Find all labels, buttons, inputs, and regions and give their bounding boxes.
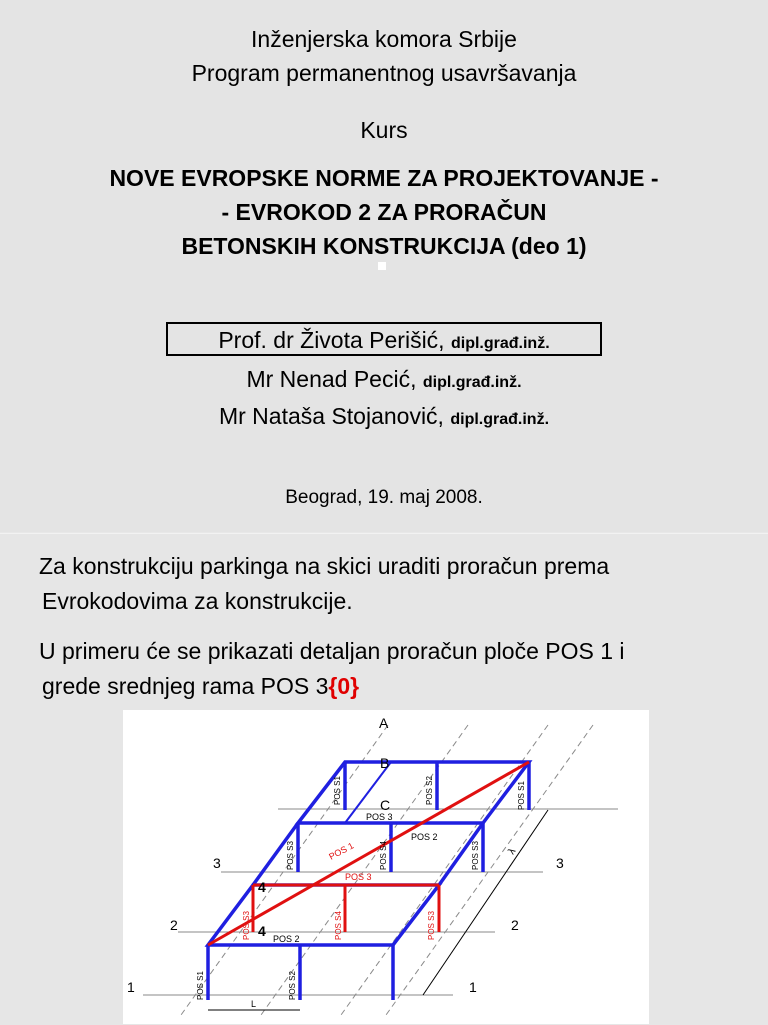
pos-s4-red-label: POS S4: [334, 911, 343, 940]
axis-label-b: B: [380, 755, 390, 771]
pos-s3-red-label: POS S3: [242, 911, 251, 940]
grid-label-left-3: 3: [213, 855, 221, 871]
author-1: [0, 327, 768, 354]
dimension-lambda-label: λ: [506, 846, 519, 857]
dimension-lambda: [423, 810, 548, 995]
author-degree: dipl.građ.inž.: [422, 374, 522, 391]
course-title-line-3: BETONSKIH KONSTRUKCIJA (deo 1): [181, 233, 587, 259]
pos3-top-label: POS 3: [366, 812, 393, 822]
pos2-bottom-label: POS 2: [273, 934, 300, 944]
course-title-line-2: - EVROKOD 2 ZA PRORAČUN: [221, 199, 547, 225]
pos-s3-label: POS S3: [471, 841, 480, 870]
dimension-l-label: L: [251, 999, 257, 1009]
paragraph-2-text: grede srednjeg rama POS 3: [42, 673, 329, 699]
axis-label-a: A: [379, 715, 389, 731]
node-label-4-top: 4: [258, 879, 266, 895]
square-bullet-icon: [378, 262, 386, 270]
pos-s3-red-label: POS S3: [427, 911, 436, 940]
paragraph-1-line-1: Za konstrukciju parkinga na skici uraditi proračun prema: [39, 553, 610, 579]
author-2: [0, 366, 768, 393]
pos-s2-label: POS S2: [425, 776, 434, 805]
structure-svg: [123, 710, 649, 1024]
reference-link[interactable]: {0}: [328, 673, 360, 699]
pos2-top-label: POS 2: [411, 832, 438, 842]
course-label: Kurs: [360, 117, 408, 143]
axis-label-c: C: [380, 797, 391, 813]
grid-label-left-2: 2: [170, 917, 178, 933]
pos-s4-label: POS S4: [379, 841, 388, 870]
author-degree: dipl.građ.inž.: [450, 335, 550, 352]
grid-label-left-1: 1: [127, 979, 135, 995]
author-3: [0, 403, 768, 430]
author-name: Mr Nataša Stojanović,: [218, 403, 451, 429]
pos-s1-label: POS S1: [196, 971, 205, 1000]
pos1-diagonal: [208, 762, 529, 945]
structure-sketch: [123, 710, 649, 1024]
grid-label-right-1: 1: [469, 979, 477, 995]
grid-label-right-2: 2: [511, 917, 519, 933]
author-name: Prof. dr Života Perišić,: [218, 327, 451, 353]
organization-name: Inženjerska komora Srbije: [251, 26, 517, 52]
course-title-line-1: NOVE EVROPSKE NORME ZA PROJEKTOVANJE -: [109, 165, 659, 191]
date-location: Beograd, 19. maj 2008.: [285, 487, 483, 508]
paragraph-2-line-1: U primeru će se prikazati detaljan proračun ploče POS 1 i: [39, 638, 625, 664]
pos-s1-label: POS S1: [333, 776, 342, 805]
node-label-4-bottom: 4: [258, 923, 266, 939]
pos-s2-label: POS S2: [288, 971, 297, 1000]
pos-s3-label: POS S3: [286, 841, 295, 870]
pos-s1-label: POS S1: [517, 781, 526, 810]
author-degree: dipl.građ.inž.: [450, 411, 550, 428]
pos1-label: POS 1: [327, 840, 356, 862]
paragraph-1-line-2: Evrokodovima za konstrukcije.: [42, 588, 353, 614]
author-name: Mr Nenad Pecić,: [246, 366, 423, 392]
paragraph-2-line-2: [42, 673, 359, 700]
program-name: Program permanentnog usavršavanja: [191, 60, 577, 86]
grid-label-right-3: 3: [556, 855, 564, 871]
pos3-mid-label: POS 3: [345, 872, 372, 882]
